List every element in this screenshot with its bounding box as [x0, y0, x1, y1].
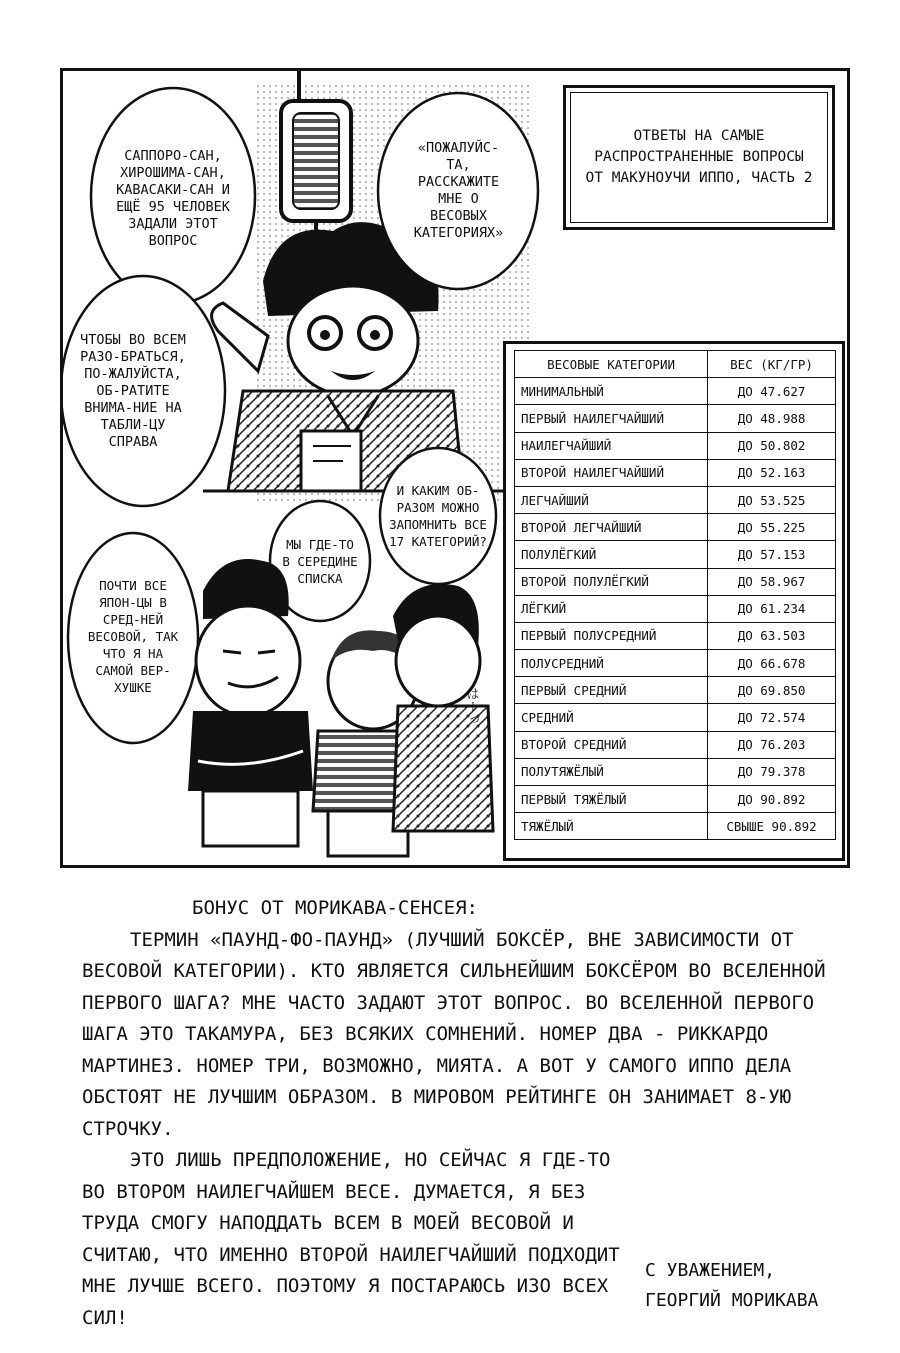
category-cell: НАИЛЕГЧАЙШИЙ — [515, 432, 708, 459]
signature-name: ГЕОРГИЙ МОРИКАВА — [645, 1290, 819, 1311]
table-row — [515, 813, 836, 840]
weight-cell: ДО 76.203 — [708, 731, 836, 758]
table-row — [515, 758, 836, 785]
weight-cell: ДО 53.525 — [708, 486, 836, 513]
table-row — [515, 704, 836, 731]
weight-cell: ДО 48.988 — [708, 405, 836, 432]
bonus-paragraph-1: ТЕРМИН «ПАУНД-ФО-ПАУНД» (ЛУЧШИЙ БОКСЁР, ВНЕ ЗАВИСИМОСТИ ОТ ВЕСОВОЙ КАТЕГОРИИ). КТО ЯВЛЯЕТСЯ СИЛЬНЕЙШИМ БОКСЁРОМ ВО ВСЕЛЕННОЙ ПЕРВОГО ШАГА? МНЕ ЧАСТО ЗАДАЮТ ЭТОТ ВОПРОС. ВО ВСЕЛЕННОЙ ПЕРВОГО ШАГА ЭТО ТАКАМУРА, БЕЗ ВСЯКИХ СОМНЕНИЙ. НОМЕР ДВА - РИККАРДО МАРТИНЕЗ. НОМЕР ТРИ, ВОЗМОЖНО, МИЯТА. А ВОТ У САМОГО ИППО ДЕЛА ОБСТОЯТ НЕ ЛУЧШИМ ОБРАЗОМ. В МИРОВОМ РЕЙТИНГЕ ОН ЗАНИМАЕТ 8-УЮ СТРОЧКУ. — [82, 928, 826, 1140]
weight-table-frame — [503, 341, 845, 861]
title-box: ОТВЕТЫ НА САМЫЕ РАСПРОСТРАНЕННЫЕ ВОПРОСЫ ОТ МАКУНОУЧИ ИППО, ЧАСТЬ 2 — [563, 85, 835, 230]
manga-panel — [60, 68, 850, 868]
weight-cell: ДО 79.378 — [708, 758, 836, 785]
category-cell: ПЕРВЫЙ ТЯЖЁЛЫЙ — [515, 786, 708, 813]
bonus-heading: БОНУС ОТ МОРИКАВА-СЕНСЕЯ: — [192, 897, 478, 919]
table-row — [515, 432, 836, 459]
table-header-row — [515, 351, 836, 378]
table-row — [515, 786, 836, 813]
weight-cell: СВЫШЕ 90.892 — [708, 813, 836, 840]
category-cell: МИНИМАЛЬНЫЙ — [515, 378, 708, 405]
table-row — [515, 568, 836, 595]
bubble-table-hint: ЧТОБЫ ВО ВСЕМ РАЗО-БРАТЬСЯ, ПО-ЖАЛУЙСТА, ОБ-РАТИТЕ ВНИМА-НИЕ НА ТАБЛИ-ЦУ СПРАВА — [80, 331, 186, 450]
category-cell: ПЕРВЫЙ СРЕДНИЙ — [515, 677, 708, 704]
weight-cell: ДО 90.892 — [708, 786, 836, 813]
table-row — [515, 514, 836, 541]
category-cell: ПЕРВЫЙ ПОЛУСРЕДНИЙ — [515, 622, 708, 649]
sfx-sigh: はーっ — [463, 686, 479, 726]
category-cell: ПОЛУТЯЖЁЛЫЙ — [515, 758, 708, 785]
bubble-japanese: ПОЧТИ ВСЕ ЯПОН-ЦЫ В СРЕД-НЕЙ ВЕСОВОЙ, ТАК ЧТО Я НА САМОЙ ВЕР-ХУШКЕ — [87, 577, 179, 695]
weight-table — [514, 350, 836, 840]
category-cell: СРЕДНИЙ — [515, 704, 708, 731]
weight-cell: ДО 58.967 — [708, 568, 836, 595]
table-row — [515, 486, 836, 513]
category-cell: ЛЕГЧАЙШИЙ — [515, 486, 708, 513]
weight-cell: ДО 69.850 — [708, 677, 836, 704]
header-category: ВЕСОВЫЕ КАТЕГОРИИ — [515, 351, 708, 378]
weight-cell: ДО 66.678 — [708, 650, 836, 677]
weight-cell: ДО 52.163 — [708, 459, 836, 486]
bubble-tell: «ПОЖАЛУЙС-ТА, РАССКАЖИТЕ МНЕ О ВЕСОВЫХ КАТЕГОРИЯХ» — [413, 140, 504, 241]
weight-cell: ДО 61.234 — [708, 595, 836, 622]
bubble-middle: МЫ ГДЕ-ТО В СЕРЕДИНЕ СПИСКА — [282, 536, 358, 586]
category-cell: ВТОРОЙ ЛЕГЧАЙШИЙ — [515, 514, 708, 541]
weight-cell: ДО 63.503 — [708, 622, 836, 649]
weight-cell: ДО 47.627 — [708, 378, 836, 405]
category-cell: ТЯЖЁЛЫЙ — [515, 813, 708, 840]
signature — [645, 1256, 818, 1316]
category-cell: ВТОРОЙ ПОЛУЛЁГКИЙ — [515, 568, 708, 595]
weight-cell: ДО 57.153 — [708, 541, 836, 568]
table-row — [515, 541, 836, 568]
bonus-paragraph-2: ЭТО ЛИШЬ ПРЕДПОЛОЖЕНИЕ, НО СЕЙЧАС Я ГДЕ-ТО ВО ВТОРОМ НАИЛЕГЧАЙШЕМ ВЕСЕ. ДУМАЕТСЯ, Я БЕЗ ТРУДА СМОГУ НАПОДДАТЬ ВСЕМ В МОЕЙ ВЕСОВОЙ И СЧИТАЮ, ЧТО ИМЕННО ВТОРОЙ НАИЛЕГЧАЙШИЙ ПОДХОДИТ МНЕ ЛУЧШЕ ВСЕГО. ПОЭТОМУ Я ПОСТАРАЮСЬ ИЗО ВСЕХ СИЛ! — [82, 1149, 620, 1329]
bubble-how-remember: И КАКИМ ОБ-РАЗОМ МОЖНО ЗАПОМНИТЬ ВСЕ 17 КАТЕГОРИЙ? — [389, 483, 487, 549]
header-weight: ВЕС (КГ/ГР) — [708, 351, 836, 378]
weight-cell: ДО 50.802 — [708, 432, 836, 459]
table-row — [515, 650, 836, 677]
category-cell: ПЕРВЫЙ НАИЛЕГЧАЙШИЙ — [515, 405, 708, 432]
category-cell: ВТОРОЙ НАИЛЕГЧАЙШИЙ — [515, 459, 708, 486]
table-row — [515, 622, 836, 649]
table-row — [515, 595, 836, 622]
category-cell: ПОЛУСРЕДНИЙ — [515, 650, 708, 677]
category-cell: ПОЛУЛЁГКИЙ — [515, 541, 708, 568]
signature-greeting: С УВАЖЕНИЕМ, — [645, 1260, 776, 1281]
category-cell: ВТОРОЙ СРЕДНИЙ — [515, 731, 708, 758]
category-cell: ЛЁГКИЙ — [515, 595, 708, 622]
weight-cell: ДО 72.574 — [708, 704, 836, 731]
table-row — [515, 677, 836, 704]
table-row — [515, 378, 836, 405]
table-row — [515, 405, 836, 432]
weight-cell: ДО 55.225 — [708, 514, 836, 541]
bubble-sapporo: САППОРО-САН, ХИРОШИМА-САН, КАВАСАКИ-САН И ЕЩЁ 95 ЧЕЛОВЕК ЗАДАЛИ ЭТОТ ВОПРОС — [116, 148, 230, 249]
table-row — [515, 731, 836, 758]
table-row — [515, 459, 836, 486]
